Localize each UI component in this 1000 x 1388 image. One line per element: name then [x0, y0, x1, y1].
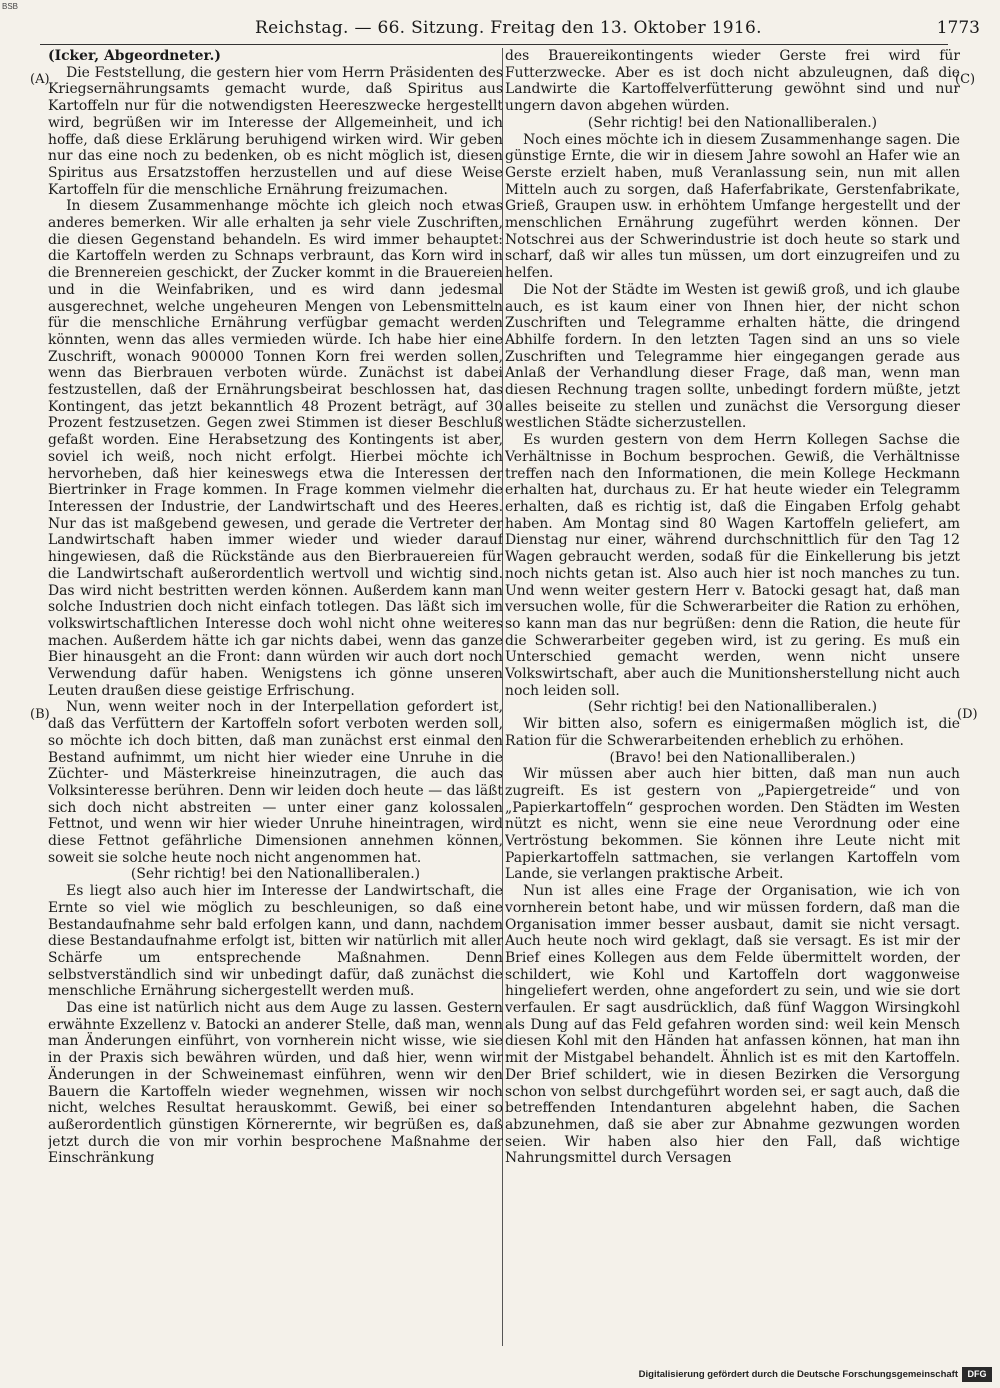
margin-marker-c: (C) [955, 72, 976, 87]
right-column [505, 48, 960, 1348]
interjection: (Bravo! bei den Nationalliberalen.) [609, 749, 856, 766]
paragraph: Das eine ist natürlich nicht aus dem Auge zu lassen. Gestern erwähnte Exzellenz v. Batocki an anderer Stelle, daß man, wenn man Änderungen einführt, von vornherein nicht wisse, wie sie in der Praxis sich bewähren würden, und daß hier, wenn wir Änderungen in der Schweinemast einführen, wenn wir den Bauern die Kartoffeln wieder wegnehmen, wissen wir noch nicht, welches Resultat herauskommt. Gewiß, bei einer so außerordentlich günstigen Körnerernte, wir begrüßen es, daß jetzt durch die von mir vorhin besprochene Maßnahme der Einschränkung [48, 1000, 503, 1167]
paragraph: Die Not der Städte im Westen ist gewiß groß, und ich glaube auch, es ist kaum einer von Ihnen hier, der nicht schon Zuschriften und Telegramme erhalten hätte, die dringend Abhilfe fordern. In den letzten Tagen sind an uns so viele Zuschriften und Telegramme hier eingegangen gerade aus Anlaß der Verhandlung dieser Frage, daß man, wenn man diesen Rechnung tragen sollte, unbedingt fordern müßte, jetzt alles beiseite zu stellen und zunächst die Versorgung dieser westlichen Städte sicherzustellen. [505, 281, 960, 432]
paragraph: des Brauereikontingents wieder Gerste frei wird für Futterzwecke. Aber es ist doch nicht abzuleugnen, daß die Landwirte die Kartoffelverfütterung gewöhnt sind und nur ungern davon abgehen würden. [505, 48, 960, 115]
left-column [48, 48, 503, 1348]
library-mark: BSB [2, 2, 19, 11]
paragraph: Wir müssen aber auch hier bitten, daß man nun auch zugreift. Es ist gestern von „Papiergetreide“ und von „Papierkartoffeln“ gesprochen worden. Den Städten im Westen nützt es nicht, wenn sie eine neue Verordnung oder eine Vertröstung bekommen. Sie können ihre Leute nicht mit Papierkartoffeln sattmachen, sie verlangen Kartoffeln vom Lande, sie verlangen praktische Arbeit. [505, 766, 960, 883]
page-header [255, 18, 980, 44]
header-rule [40, 44, 948, 45]
paragraph: Noch eines möchte ich in diesem Zusammenhange sagen. Die günstige Ernte, die wir in diesem Jahre sowohl an Hafer wie an Gerste erzielt haben, muß Veranlassung sein, nun mit allen Mitteln auch zu sorgen, daß Haferfabrikate, Gerstenfabrikate, Grieß, Graupen usw. in erhöhtem Umfange hergestellt und der menschlichen Ernährung zugeführt werden können. Der Notschrei aus der Schwerindustrie ist doch heute so stark und scharf, daß wir alles tun müssen, um dort einzugreifen und zu helfen. [505, 131, 960, 282]
paragraph: Wir bitten also, sofern es einigermaßen möglich ist, die Ration für die Schwerarbeitenden erheblich zu erhöhen. [505, 716, 960, 749]
footer [600, 1366, 992, 1384]
margin-marker-b: (B) [30, 707, 50, 722]
dfg-logo: DFG [962, 1367, 992, 1382]
interjection: (Sehr richtig! bei den Nationalliberalen.) [587, 114, 878, 131]
interjection: (Sehr richtig! bei den Nationalliberalen.) [587, 699, 878, 716]
paragraph: Nun ist alles eine Frage der Organisation, wie ich von vornherein betont habe, und wir müssen fordern, daß man die Organisation immer besser ausbaut, damit sie nicht versagt. Auch heute noch wird geklagt, daß sie versagt. Es ist mir der Brief eines Kollegen aus dem Felde übermittelt worden, der schildert, wie Kohl und Kartoffeln dort waggonweise hingeliefert werden, ohne angefordert zu sein, und wie sie dort verfaulen. Er sagt ausdrücklich, daß fünf Waggon Wirsingkohl als Dung auf das Feld gefahren worden sind: weil kein Mensch diesen Kohl mit den Händen hat anfassen können, hat man ihn mit der Mistgabel behandelt. Ähnlich ist es mit den Kartoffeln. Der Brief schildert, wie in diesen Bezirken die Versorgung schon von selbst durchgeführt worden sei, er sagt auch, daß die betreffenden Intendanturen abgelehnt haben, die Sachen abzunehmen, daß sie aber zur Abnahme gezwungen worden seien. Wir haben also hier den Fall, daß wichtige Nahrungsmittel durch Versagen [505, 883, 960, 1167]
page-number: 1773 [936, 18, 980, 38]
margin-marker-d: (D) [957, 707, 978, 722]
paragraph: Es wurden gestern von dem Herrn Kollegen Sachse die Verhältnisse in Bochum besprochen. Gewiß, die Verhältnisse treffen nach den Informationen, die mein Kollege Heckmann erhalten hat, durchaus zu. Er hat heute wieder ein Telegramm erhalten, daß es richtig ist, daß die Eingaben Erfolg gehabt haben. Am Montag sind 80 Wagen Kartoffeln geliefert, am Dienstag nur einer, während durchschnittlich für den Tag 12 Wagen gebraucht werden, sodaß für die Einkellerung bis jetzt noch nichts getan ist. Also auch hier ist noch manches zu tun. Und wenn weiter gestern Herr v. Batocki gesagt hat, daß man versuchen wolle, für die Schwerarbeiter die Ration zu erhöhen, so kann man das nur begrüßen: denn die Ration, die heute für die Schwerarbeiter gegeben wird, ist zu gering. Es muß ein Unterschied gemacht werden, wenn nicht unsere Volkswirtschaft, aber auch die Munitionsherstellung nicht auch noch leiden soll. [505, 432, 960, 699]
paragraph: Es liegt also auch hier im Interesse der Landwirtschaft, die Ernte so viel wie möglich zu beschleunigen, so daß eine Bestandaufnahme sehr bald erfolgen kann, und dann, nachdem diese Bestandaufnahme erfolgt ist, bitten wir natürlich mit aller Schärfe um entsprechende Maßnahmen. Denn selbstverständlich sind wir unbedingt dafür, daß zunächst die menschliche Ernährung sichergestellt werden muß. [48, 883, 503, 1000]
paragraph: Die Feststellung, die gestern hier vom Herrn Präsidenten des Kriegsernährungsamts gemacht wurde, daß Spiritus aus Kartoffeln nur für die notwendigsten Heereszwecke hergestellt wird, begrüßen wir im Interesse der Allgemeinheit, und ich hoffe, daß diese Erklärung beruhigend wirken wird. Wir geben nur das eine noch zu bedenken, ob es nicht möglich ist, diesen Spiritus aus Ersatzstoffen herzustellen und auf diese Weise Kartoffeln für die menschliche Ernährung freizumachen. [48, 64, 503, 198]
paragraph: In diesem Zusammenhange möchte ich gleich noch etwas anderes bemerken. Wir alle erhalten ja sehr viele Zuschriften, die diesen Gegenstand behandeln. Es wird immer behauptet: die Kartoffeln werden zu Schnaps verbraunt, das Korn wird in die Brennereien geschickt, der Zucker kommt in die Brauereien und in die Weinfabriken, und es wird dann jedesmal ausgerechnet, welche ungeheuren Mengen von Lebensmitteln für die menschliche Ernährung verfügbar gemacht werden könnten, wenn das alles vermieden würde. Ich habe hier eine Zuschrift, wonach 900000 Tonnen Korn frei werden sollen, wenn das Bierbrauen verboten würde. Zunächst ist dabei festzustellen, daß der Ernährungsbeirat beschlossen hat, das Kontingent, das jetzt bekanntlich 48 Prozent beträgt, auf 30 Prozent festzusetzen. Gegen zwei Stimmen ist dieser Beschluß gefaßt worden. Eine Herabsetzung des Kontingents ist aber, soviel ich weiß, noch nicht erfolgt. Hierbei möchte ich hervorheben, daß hier keineswegs etwa die Interessen der Biertrinker in Frage kommen. In Frage kommen vielmehr die Interessen der Industrie, der Landwirtschaft und des Heeres. Nur das ist maßgebend gewesen, und gerade die Vertreter der Landwirtschaft haben immer wieder und wieder darauf hingewiesen, daß die Rückstände aus den Bierbrauereien für die Landwirtschaft außerordentlich wertvoll und wichtig sind. Das wird nicht bestritten werden können. Außerdem kann man solche Industrien doch nicht einfach totlegen. Das läßt sich im volkswirtschaftlichen Interesse doch wohl nicht ohne weiteres machen. Außerdem hätte ich gar nichts dabei, wenn das ganze Bier hinausgeht an die Front: dann würden wir auch dort noch Verwendung dafür haben. Wenigstens ich gönne unseren Leuten draußen diese geistige Erfrischung. [48, 198, 503, 699]
funding-note: Digitalisierung gefördert durch die Deutsche Forschungsgemeinschaft [638, 1369, 958, 1380]
interjection: (Sehr richtig! bei den Nationalliberalen.) [130, 866, 421, 883]
paragraph: Nun, wenn weiter noch in der Interpellation gefordert ist, daß das Verfüttern der Kartoffeln sofort verboten werden soll, so möchte ich doch bitten, daß man zunächst erst einmal den Bestand aufnimmt, um nicht hier wieder eine Unruhe in die Züchter- und Mästerkreise hineinzutragen, die auch das Volksinteresse berühren. Denn wir leiden doch heute — das läßt sich doch nicht abstreiten — unter einer ganz kolossalen Fettnot, und wenn wir hier wieder Unruhe hineintragen, wird diese Fettnot gefährliche Dimensionen annehmen können, soweit sie solche heute noch nicht angenommen hat. [48, 699, 503, 866]
page-title: Reichstag. — 66. Sitzung. Freitag den 13. Oktober 1916. [255, 18, 762, 38]
speaker-label: (Icker, Abgeordneter.) [48, 48, 221, 64]
margin-marker-a: (A) [30, 72, 50, 87]
